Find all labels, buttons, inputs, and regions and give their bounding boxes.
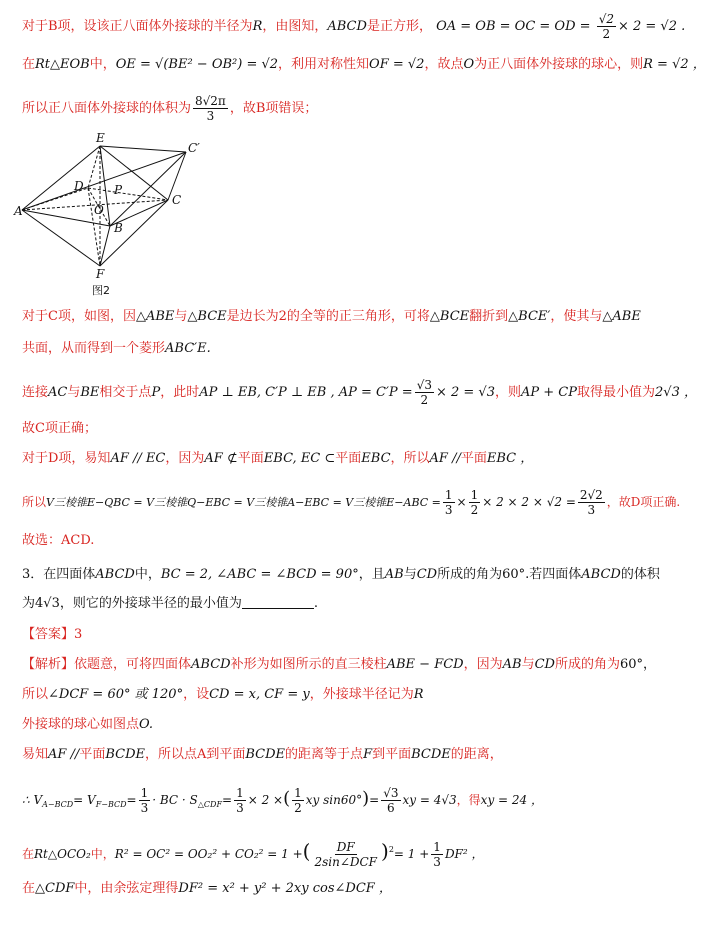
- text: 所成的角为: [554, 657, 620, 672]
- math: P: [151, 385, 161, 400]
- fraction: [312, 840, 379, 869]
- math: Rt△OCO₂: [34, 847, 91, 861]
- label-D: D: [74, 179, 84, 193]
- label-F: F: [96, 267, 105, 281]
- numerator: DF: [336, 840, 355, 854]
- line-analysis: [22, 656, 678, 674]
- fraction: [469, 488, 481, 517]
- text: 对于B项，设该正八面体外接球的半径为: [22, 19, 253, 34]
- line-distance: [22, 746, 678, 764]
- fraction: [381, 786, 400, 815]
- math: CD: [416, 567, 438, 582]
- math: ∠DCF = 60° 或 120°: [48, 687, 184, 702]
- line-radius-eq: 在Rt△OCO₂中，R² = OC² = OO₂² + CO₂² = 1 +( $\frac{DF}{\text{2sin∠DCF}}$ )$^2$= 1 + $\frac{1}{3}$ DF² ，: [22, 839, 484, 869]
- math: AF //: [429, 451, 461, 466]
- math: EBC ，: [486, 451, 534, 466]
- math: AF // EC: [110, 451, 166, 466]
- math: △BCE′: [508, 309, 551, 324]
- octahedron-figure: [14, 128, 218, 300]
- line-choice: [22, 532, 678, 550]
- text: ，使其与: [550, 309, 603, 324]
- math: AC: [48, 385, 68, 400]
- math: ABE − FCD: [386, 657, 464, 672]
- numerator: 1: [470, 488, 479, 502]
- denominator: 2: [420, 393, 429, 407]
- denominator: 2sin∠DCF: [314, 855, 378, 869]
- math: OE = √(BE² − OB²) = √2: [115, 57, 279, 72]
- text: 中，由余弦定理得: [74, 881, 179, 896]
- line-b-item: [22, 12, 686, 41]
- math: △CDF: [35, 881, 75, 896]
- math: △ABE: [135, 309, 175, 324]
- numerator: √3: [416, 378, 432, 392]
- math: 2√3 ，: [655, 385, 697, 400]
- text: 补形为如图所示的直三棱柱: [230, 657, 387, 672]
- line-answer: [22, 626, 678, 644]
- math: ∴ V: [22, 793, 43, 807]
- math: R = √2 ，: [643, 57, 706, 72]
- denominator: 3: [206, 109, 215, 123]
- text: 在: [22, 847, 35, 861]
- math: EBC, EC ⊂: [263, 451, 336, 466]
- denominator: 2: [294, 801, 302, 815]
- math: AB: [502, 657, 522, 672]
- text: 3．在四面体: [22, 567, 96, 582]
- denominator: 6: [387, 801, 395, 815]
- fraction: [139, 786, 151, 815]
- text: 所以: [22, 687, 49, 702]
- text: 与: [403, 567, 417, 582]
- label-P: P: [114, 183, 123, 197]
- math: BCDE: [245, 747, 286, 762]
- math: Rt△EOB: [35, 57, 90, 72]
- text: 依题意，可将四面体: [74, 657, 192, 672]
- numerator: 8√2π: [195, 94, 226, 108]
- figure-caption: 图2: [92, 284, 110, 297]
- math: R: [413, 687, 424, 702]
- text: ，设: [183, 687, 210, 702]
- fraction: [234, 786, 246, 815]
- math: × 2 = √3: [435, 385, 495, 400]
- math: BCDE: [411, 747, 451, 762]
- line-center: [22, 716, 678, 734]
- numerator: 2√2: [579, 488, 603, 502]
- numerator: 1: [236, 786, 244, 800]
- math: F: [363, 747, 373, 762]
- text: 所以正八面体外接球的体积为: [22, 101, 192, 116]
- math: 60°，: [619, 657, 657, 672]
- line-connect: [22, 378, 697, 407]
- math: ABCD: [327, 19, 367, 34]
- math: ABC′E.: [165, 341, 211, 356]
- text: 与: [174, 309, 188, 324]
- label-B: B: [114, 221, 123, 235]
- analysis-tag: 【解析】: [22, 657, 75, 672]
- numerator: 1: [433, 840, 441, 854]
- text: 对于C项，如图，因: [22, 309, 136, 324]
- text: 平面: [460, 451, 487, 466]
- text: 是正方形，: [366, 19, 432, 34]
- text: 共面，从而得到一个菱形: [22, 341, 166, 356]
- math: R² = OC² = OO₂² + CO₂² = 1 +: [114, 847, 303, 861]
- text: ，此时: [160, 385, 200, 400]
- denominator: 3: [587, 503, 596, 517]
- math: × 2 ×: [247, 793, 284, 807]
- text: 取得最小值为: [577, 385, 656, 400]
- text: 外接球的球心如图点: [22, 717, 140, 732]
- math: DF² ，: [444, 847, 484, 861]
- line-volume: [22, 94, 678, 123]
- text: 到平面: [372, 747, 412, 762]
- fraction: [431, 840, 443, 869]
- line-volume-chain: 所以V三棱锥E−QBC = V三棱锥Q−EBC = V三棱锥A−EBC = V三棱锥E−ABC = $\frac{1}{3}$ × $\frac{1}{2}$ × 2 × 2 × √2 = $\frac{2√2}{3}$ ，故D项正确.: [22, 488, 681, 517]
- math: =: [222, 793, 233, 807]
- fraction: [193, 94, 228, 123]
- text: 在: [22, 881, 36, 896]
- text: ，由图知，: [262, 19, 328, 34]
- text: 与: [67, 385, 81, 400]
- math: DF² = x² + y² + 2xy cos∠DCF ，: [178, 881, 392, 896]
- math: ABCD: [581, 567, 621, 582]
- numerator: 1: [294, 786, 302, 800]
- line-cosine: [22, 880, 678, 898]
- line-angle: [22, 686, 678, 704]
- math: xy sin60°: [305, 793, 363, 807]
- fraction: [578, 488, 605, 517]
- numerator: 1: [140, 786, 149, 800]
- text: 的体积: [620, 567, 660, 582]
- math: = V: [73, 793, 96, 807]
- math: OF = √2: [369, 57, 425, 72]
- label-O: O: [94, 203, 104, 217]
- text: ，所以点A到平面: [145, 747, 246, 762]
- denominator: 2: [470, 503, 479, 517]
- text: 平面: [79, 747, 106, 762]
- math: ABCD: [95, 567, 135, 582]
- math: × 2 = √2 .: [617, 19, 686, 34]
- denominator: 3: [236, 801, 244, 815]
- math-sub: △CDF: [197, 800, 223, 809]
- label-A: A: [14, 204, 23, 218]
- math-sub: A−BCD: [42, 800, 74, 809]
- text: 的距离等于点: [285, 747, 364, 762]
- line-c-item: [22, 308, 678, 326]
- text: ，故B项错误；: [229, 101, 318, 116]
- line-volume-eq: ∴ $V_{A-BCD}= V_{F-BCD}=$ $\frac{1}{3}$ · BC · $S_{\triangle CDF}=$ $\frac{1}{3}$ × 2 ×( $\frac{1}{2}$ xy sin60°)= $\frac{√3}{6}$ xy = 4√3，得xy = 24 ，: [22, 786, 543, 815]
- math: AP + CP: [521, 385, 577, 400]
- text: 翻折到: [469, 309, 509, 324]
- numerator: 1: [444, 488, 453, 502]
- math: OA = OB = OC = OD =: [436, 19, 591, 34]
- text: 易知: [22, 747, 49, 762]
- math: AF ⊄: [204, 451, 238, 466]
- text: ，则: [494, 385, 521, 400]
- answer-tag: 【答案】: [22, 627, 75, 642]
- text: 与: [521, 657, 535, 672]
- text: 中，: [134, 567, 161, 582]
- label-E: E: [96, 131, 105, 145]
- text: ，因为: [463, 657, 503, 672]
- text: 所以: [22, 495, 47, 509]
- denominator: 3: [444, 503, 453, 517]
- math: ABCD: [191, 657, 231, 672]
- math: O.: [139, 717, 154, 732]
- text: 平面: [237, 451, 264, 466]
- label-C: C: [172, 193, 182, 207]
- math: △BCE: [187, 309, 227, 324]
- math: BE: [80, 385, 100, 400]
- fraction: [443, 488, 455, 517]
- text: ，所以: [390, 451, 430, 466]
- fraction: [597, 12, 616, 41]
- line-q3: [22, 566, 678, 584]
- math: O: [463, 57, 475, 72]
- math: V三棱锥E−QBC = V三棱锥Q−EBC = V三棱锥A−EBC = V三棱锥E−ABC =: [46, 496, 441, 509]
- math: CD = x, CF = y: [209, 687, 310, 702]
- answer-blank: [242, 594, 314, 609]
- denominator: 2: [602, 27, 611, 41]
- line-d-item: [22, 450, 678, 468]
- text: 对于D项，易知: [22, 451, 111, 466]
- answer-value: 3: [74, 627, 83, 642]
- math: BC = 2, ∠ABC = ∠BCD = 90°: [160, 567, 359, 582]
- text: ，利用对称性知: [278, 57, 370, 72]
- math: CD: [534, 657, 555, 672]
- math: = 1 +: [393, 847, 430, 861]
- numerator: √3: [383, 786, 399, 800]
- text: 为正八面体外接球的球心，则: [474, 57, 644, 72]
- text: 故C项正确；: [22, 421, 97, 436]
- math-sub: F−BCD: [95, 800, 127, 809]
- line-rhombus: [22, 340, 678, 358]
- math: · BC · S: [152, 793, 198, 807]
- line-c-correct: [22, 420, 678, 438]
- text: 为: [22, 596, 36, 611]
- text: 中，: [90, 847, 115, 861]
- fraction: [415, 378, 434, 407]
- text: 在: [22, 57, 36, 72]
- text: .若四面体: [525, 567, 582, 582]
- text: ，且: [358, 567, 385, 582]
- numerator: √2: [598, 12, 614, 26]
- text: 的距离，: [450, 747, 503, 762]
- math: AB: [384, 567, 404, 582]
- math: R: [252, 19, 263, 34]
- text: ，外接球半径记为: [309, 687, 414, 702]
- text: 故选：ACD.: [22, 533, 95, 548]
- text: ，故D项正确.: [606, 495, 681, 509]
- fraction: [292, 786, 304, 815]
- math: AP ⊥ EB, C′P ⊥ EB , AP = C′P =: [199, 385, 413, 400]
- text: 连接: [22, 385, 49, 400]
- text: 中，: [89, 57, 116, 72]
- math: △ABE: [602, 309, 641, 324]
- math: xy = 24 ，: [480, 793, 543, 807]
- text: 相交于点: [99, 385, 152, 400]
- text: 是边长为2的全等的正三角形，可将: [226, 309, 430, 324]
- math: × 2 × 2 × √2 =: [482, 495, 576, 509]
- math: 4√3: [35, 596, 60, 611]
- text: 所成的角为: [437, 567, 503, 582]
- text: ，因为: [165, 451, 205, 466]
- math: EBC: [361, 451, 391, 466]
- text: ，得: [456, 793, 481, 807]
- denominator: 3: [140, 801, 149, 815]
- text: 平面: [335, 451, 362, 466]
- text: ，则它的外接球半径的最小值为: [59, 596, 242, 611]
- text: .: [313, 596, 318, 611]
- math: BCDE: [105, 747, 145, 762]
- math: xy = 4√3: [402, 793, 457, 807]
- math: △BCE: [429, 309, 470, 324]
- text: ，故点: [424, 57, 464, 72]
- line-rt-eob: [22, 56, 706, 74]
- line-q3-cont: [22, 594, 678, 613]
- label-C-prime: C′: [188, 141, 200, 155]
- math: AF //: [48, 747, 80, 762]
- denominator: 3: [433, 855, 441, 869]
- math: 60°: [502, 567, 526, 582]
- math: =: [126, 793, 137, 807]
